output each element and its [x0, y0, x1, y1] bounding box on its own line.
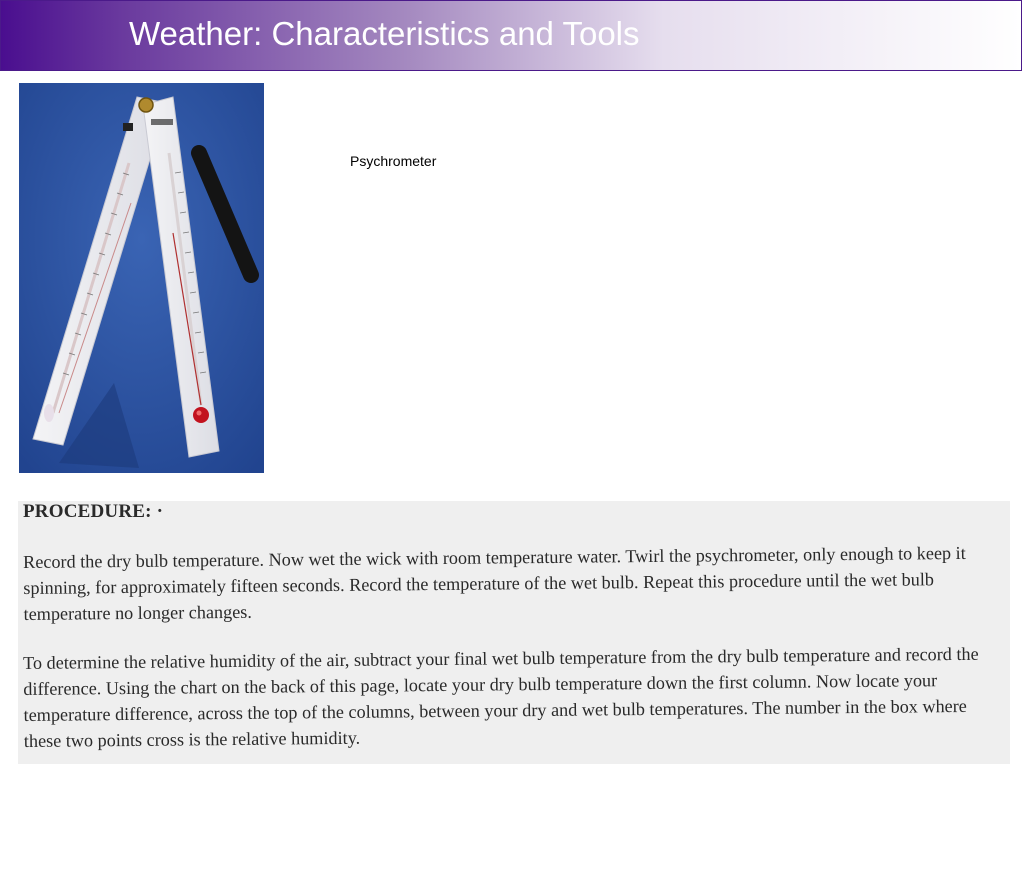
procedure-paragraph: Record the dry bulb temperature. Now wet the wick with room temperature water. Twirl the psychrometer, only enough to keep it spinning, for approximately fifteen seconds. Record the temperature of the wet bulb. Repeat this procedure until the wet bulb temperature no longer changes. — [23, 542, 966, 624]
page-title: Weather: Characteristics and Tools — [129, 15, 640, 52]
title-bar — [0, 0, 1022, 71]
procedure-heading: PROCEDURE: · — [23, 501, 164, 522]
psychrometer-photo — [19, 83, 264, 473]
procedure-paragraph: To determine the relative humidity of the air, subtract your final wet bulb temperature from the dry bulb temperature and record the difference. Using the chart on the back of this page, locate your dry bulb temperature down the first column. Now locate your temperature difference, across the top of the columns, between your dry and wet bulb temperatures. The number in the box where these two points cross is the relative humidity. — [23, 643, 979, 751]
figure-caption: Psychrometer — [350, 153, 437, 169]
procedure-scan — [18, 501, 1010, 764]
